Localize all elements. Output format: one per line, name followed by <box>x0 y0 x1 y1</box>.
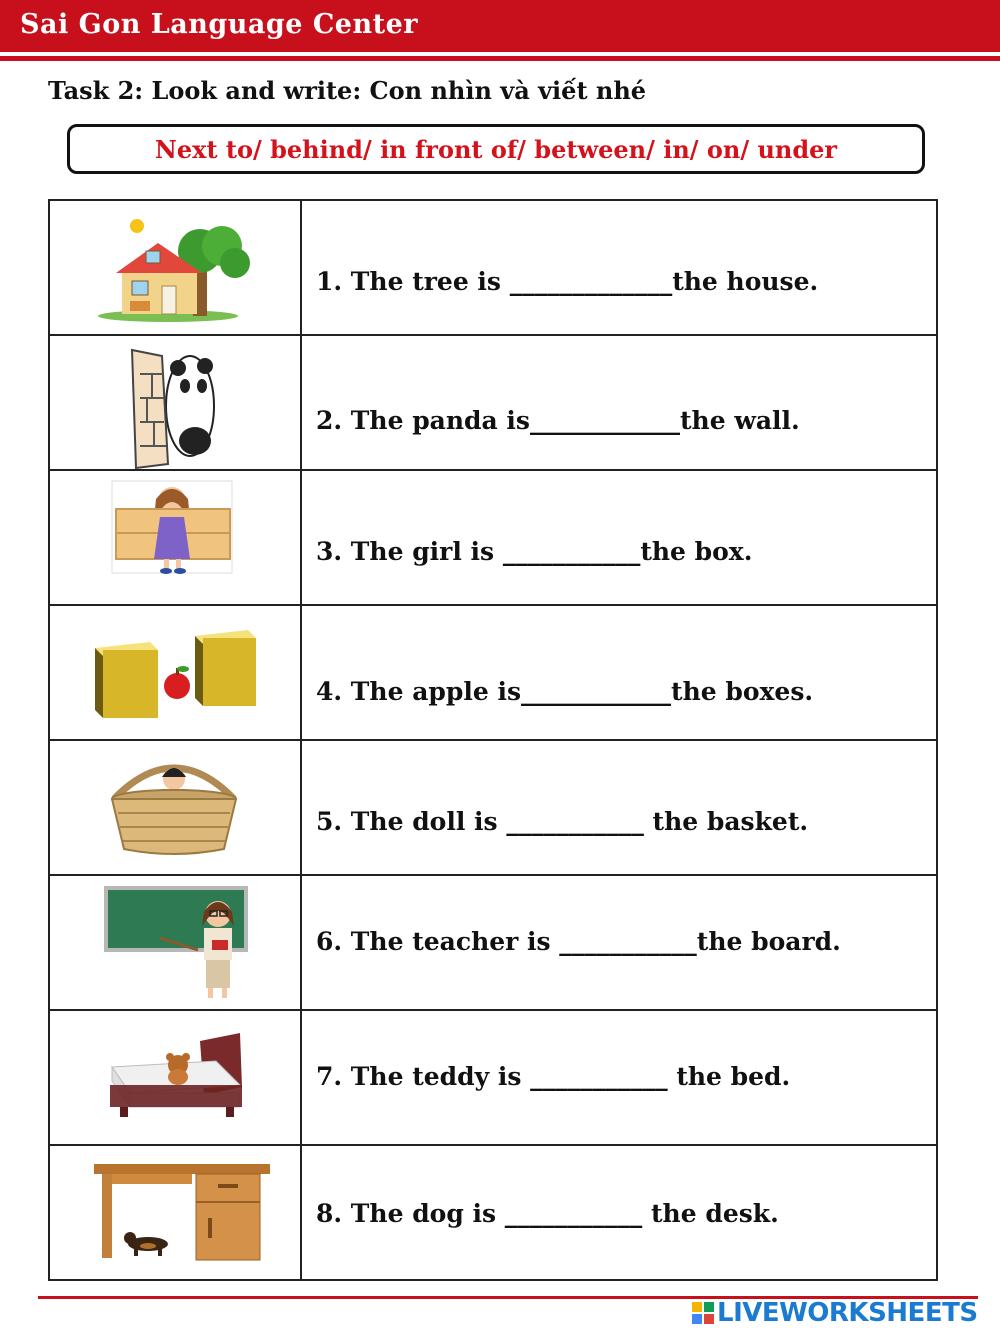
header-title: Sai Gon Language Center <box>20 9 418 40</box>
picture-cell-4 <box>50 606 302 739</box>
girl-box-picture <box>50 471 300 604</box>
sentence-3: 3. The girl is ___________the box. <box>316 537 753 566</box>
exercise-row-1 <box>50 201 936 336</box>
exercise-row-7 <box>50 1011 936 1146</box>
word-bank-text: Next to/ behind/ in front of/ between/ in/ on/ under <box>154 134 838 164</box>
picture-cell-1 <box>50 201 302 334</box>
sentence-7: 7. The teddy is ___________ the bed. <box>316 1062 791 1091</box>
picture-cell-6 <box>50 876 302 1009</box>
liveworksheets-logo-icon <box>692 1302 714 1324</box>
sentence-8: 8. The dog is ___________ the desk. <box>316 1199 779 1228</box>
picture-cell-7 <box>50 1011 302 1144</box>
picture-cell-5 <box>50 741 302 874</box>
picture-cell-2 <box>50 336 302 469</box>
exercise-row-5 <box>50 741 936 876</box>
task-title: Task 2: Look and write: Con nhìn và viết nhé <box>48 76 647 105</box>
header-divider <box>0 56 1000 61</box>
dog-desk-picture <box>50 1146 300 1279</box>
teacher-board-picture <box>50 876 300 1009</box>
exercise-row-8 <box>50 1146 936 1281</box>
exercise-row-6 <box>50 876 936 1011</box>
house-tree-picture <box>50 201 300 334</box>
sentence-5: 5. The doll is ___________ the basket. <box>316 807 809 836</box>
sentence-1: 1. The tree is _____________the house. <box>316 267 819 296</box>
liveworksheets-logo-text: LIVEWORKSHEETS <box>717 1298 978 1328</box>
liveworksheets-logo <box>692 1298 978 1328</box>
sentence-6: 6. The teacher is ___________the board. <box>316 927 841 956</box>
exercise-row-2 <box>50 336 936 471</box>
picture-cell-8 <box>50 1146 302 1281</box>
teddy-bed-picture <box>50 1011 300 1144</box>
exercise-row-3 <box>50 471 936 606</box>
sentence-4: 4. The apple is____________the boxes. <box>316 677 814 706</box>
doll-basket-picture <box>50 741 300 874</box>
exercise-row-4 <box>50 606 936 741</box>
word-bank-box <box>67 124 925 174</box>
exercise-table <box>48 199 938 1281</box>
apple-boxes-picture <box>50 606 300 739</box>
sentence-2: 2. The panda is____________the wall. <box>316 406 800 435</box>
panda-wall-picture <box>50 336 300 469</box>
picture-cell-3 <box>50 471 302 604</box>
